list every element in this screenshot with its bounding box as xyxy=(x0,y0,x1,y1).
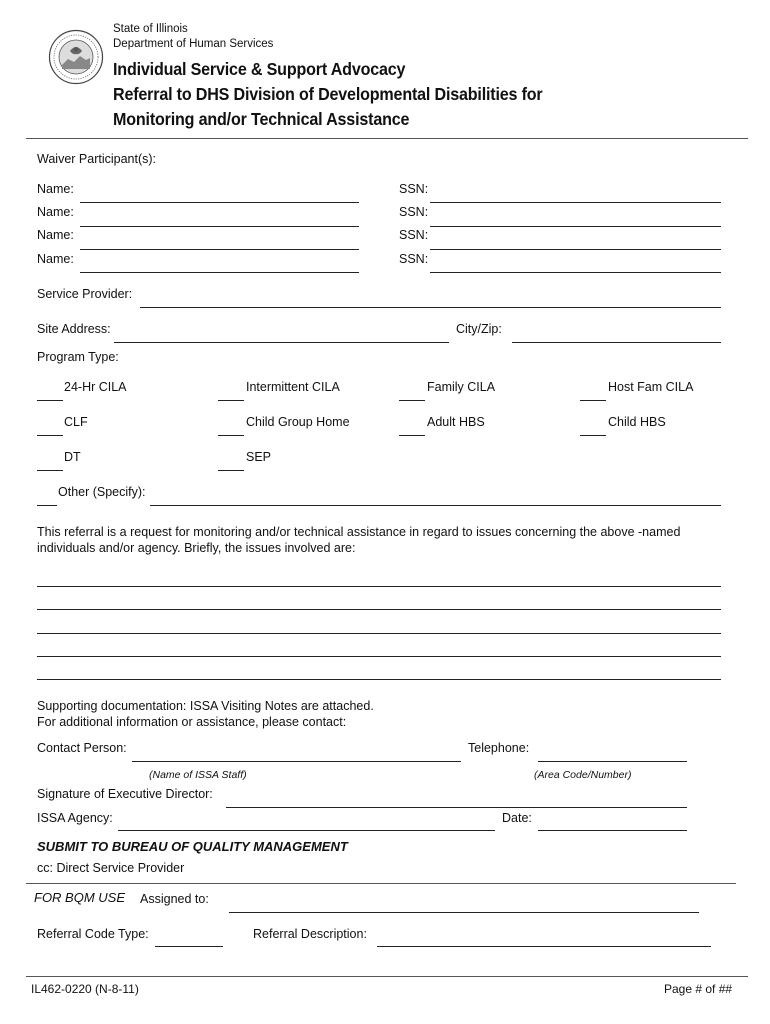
footer-divider xyxy=(26,976,748,977)
contact-person-hint: (Name of ISSA Staff) xyxy=(149,769,247,781)
date-field[interactable] xyxy=(538,830,687,831)
program-option-label: Intermittent CILA xyxy=(246,380,340,394)
page-number: Page # of ## xyxy=(664,982,733,996)
program-checkbox-adult-hbs[interactable] xyxy=(399,435,425,436)
agency-department: Department of Human Services xyxy=(113,38,274,50)
page-title-line3: Monitoring and/or Technical Assistance xyxy=(113,109,410,129)
program-option-label: Child Group Home xyxy=(246,415,350,429)
issa-agency-field[interactable] xyxy=(118,830,495,831)
name-label: Name: xyxy=(37,182,74,196)
bqm-use-heading: FOR BQM USE xyxy=(34,890,126,905)
program-checkbox-host-fam-cila[interactable] xyxy=(580,400,606,401)
signature-label: Signature of Executive Director: xyxy=(37,787,213,801)
site-address-label: Site Address: xyxy=(37,322,111,336)
name-field[interactable] xyxy=(80,272,359,273)
signature-field[interactable] xyxy=(226,807,687,808)
contact-person-field[interactable] xyxy=(132,761,461,762)
program-option-label: CLF xyxy=(64,415,88,429)
other-specify-label: Other (Specify): xyxy=(58,485,146,499)
ssn-field[interactable] xyxy=(430,226,721,227)
supporting-documentation-text: Supporting documentation: ISSA Visiting Notes are attached. xyxy=(37,699,374,713)
telephone-hint: (Area Code/Number) xyxy=(534,769,632,781)
program-option-label: Host Fam CILA xyxy=(608,380,694,394)
referral-text-line1: This referral is a request for monitoring and/or technical assistance in regard to issues concerning the above -named xyxy=(37,525,681,539)
referral-code-type-field[interactable] xyxy=(155,946,223,947)
state-seal-icon xyxy=(48,29,104,85)
program-checkbox-child-hbs[interactable] xyxy=(580,435,606,436)
name-field[interactable] xyxy=(80,226,359,227)
program-option-label: 24-Hr CILA xyxy=(64,380,127,394)
program-checkbox-child-group-home[interactable] xyxy=(218,435,244,436)
issues-line[interactable] xyxy=(37,633,721,634)
program-checkbox-intermittent-cila[interactable] xyxy=(218,400,244,401)
date-label: Date: xyxy=(502,811,532,825)
assigned-to-label: Assigned to: xyxy=(140,892,209,906)
name-label: Name: xyxy=(37,205,74,219)
issues-line[interactable] xyxy=(37,679,721,680)
header-divider xyxy=(26,138,748,139)
cc-text: cc: Direct Service Provider xyxy=(37,861,185,875)
additional-info-text: For additional information or assistance, please contact: xyxy=(37,715,347,729)
program-option-label: Child HBS xyxy=(608,415,666,429)
waiver-participants-heading: Waiver Participant(s): xyxy=(37,152,157,166)
name-label: Name: xyxy=(37,252,74,266)
ssn-label: SSN: xyxy=(399,182,429,196)
ssn-label: SSN: xyxy=(399,228,429,242)
name-field[interactable] xyxy=(80,249,359,250)
issues-line[interactable] xyxy=(37,586,721,587)
agency-state: State of Illinois xyxy=(113,23,188,35)
program-type-heading: Program Type: xyxy=(37,350,119,364)
referral-code-type-label: Referral Code Type: xyxy=(37,927,149,941)
issues-line[interactable] xyxy=(37,609,721,610)
city-zip-field[interactable] xyxy=(512,342,721,343)
referral-text-line2: individuals and/or agency. Briefly, the issues involved are: xyxy=(37,541,356,555)
program-option-label: SEP xyxy=(246,450,272,464)
other-specify-field[interactable] xyxy=(150,505,721,506)
submit-heading: SUBMIT TO BUREAU OF QUALITY MANAGEMENT xyxy=(37,839,348,854)
program-checkbox-family-cila[interactable] xyxy=(399,400,425,401)
program-checkbox-sep[interactable] xyxy=(218,470,244,471)
program-checkbox-clf[interactable] xyxy=(37,435,63,436)
name-label: Name: xyxy=(37,228,74,242)
ssn-field[interactable] xyxy=(430,272,721,273)
bqm-divider xyxy=(26,883,736,884)
page-title-line1: Individual Service & Support Advocacy xyxy=(113,59,406,79)
program-option-label: Adult HBS xyxy=(427,415,485,429)
referral-description-label: Referral Description: xyxy=(253,927,367,941)
service-provider-field[interactable] xyxy=(140,307,721,308)
telephone-label: Telephone: xyxy=(468,741,530,755)
issues-line[interactable] xyxy=(37,656,721,657)
service-provider-label: Service Provider: xyxy=(37,287,133,301)
ssn-field[interactable] xyxy=(430,202,721,203)
issa-agency-label: ISSA Agency: xyxy=(37,811,113,825)
city-zip-label: City/Zip: xyxy=(456,322,502,336)
program-option-label: Family CILA xyxy=(427,380,496,394)
ssn-label: SSN: xyxy=(399,252,429,266)
referral-description-field[interactable] xyxy=(377,946,711,947)
program-checkbox-other[interactable] xyxy=(37,505,57,506)
ssn-label: SSN: xyxy=(399,205,429,219)
page-title-line2: Referral to DHS Division of Developmental Disabilities for xyxy=(113,84,543,104)
site-address-field[interactable] xyxy=(114,342,449,343)
program-option-label: DT xyxy=(64,450,81,464)
contact-person-label: Contact Person: xyxy=(37,741,127,755)
program-checkbox-24hr-cila[interactable] xyxy=(37,400,63,401)
name-field[interactable] xyxy=(80,202,359,203)
assigned-to-field[interactable] xyxy=(229,912,699,913)
ssn-field[interactable] xyxy=(430,249,721,250)
form-number: IL462-0220 (N-8-11) xyxy=(31,982,139,996)
telephone-field[interactable] xyxy=(538,761,687,762)
program-checkbox-dt[interactable] xyxy=(37,470,63,471)
